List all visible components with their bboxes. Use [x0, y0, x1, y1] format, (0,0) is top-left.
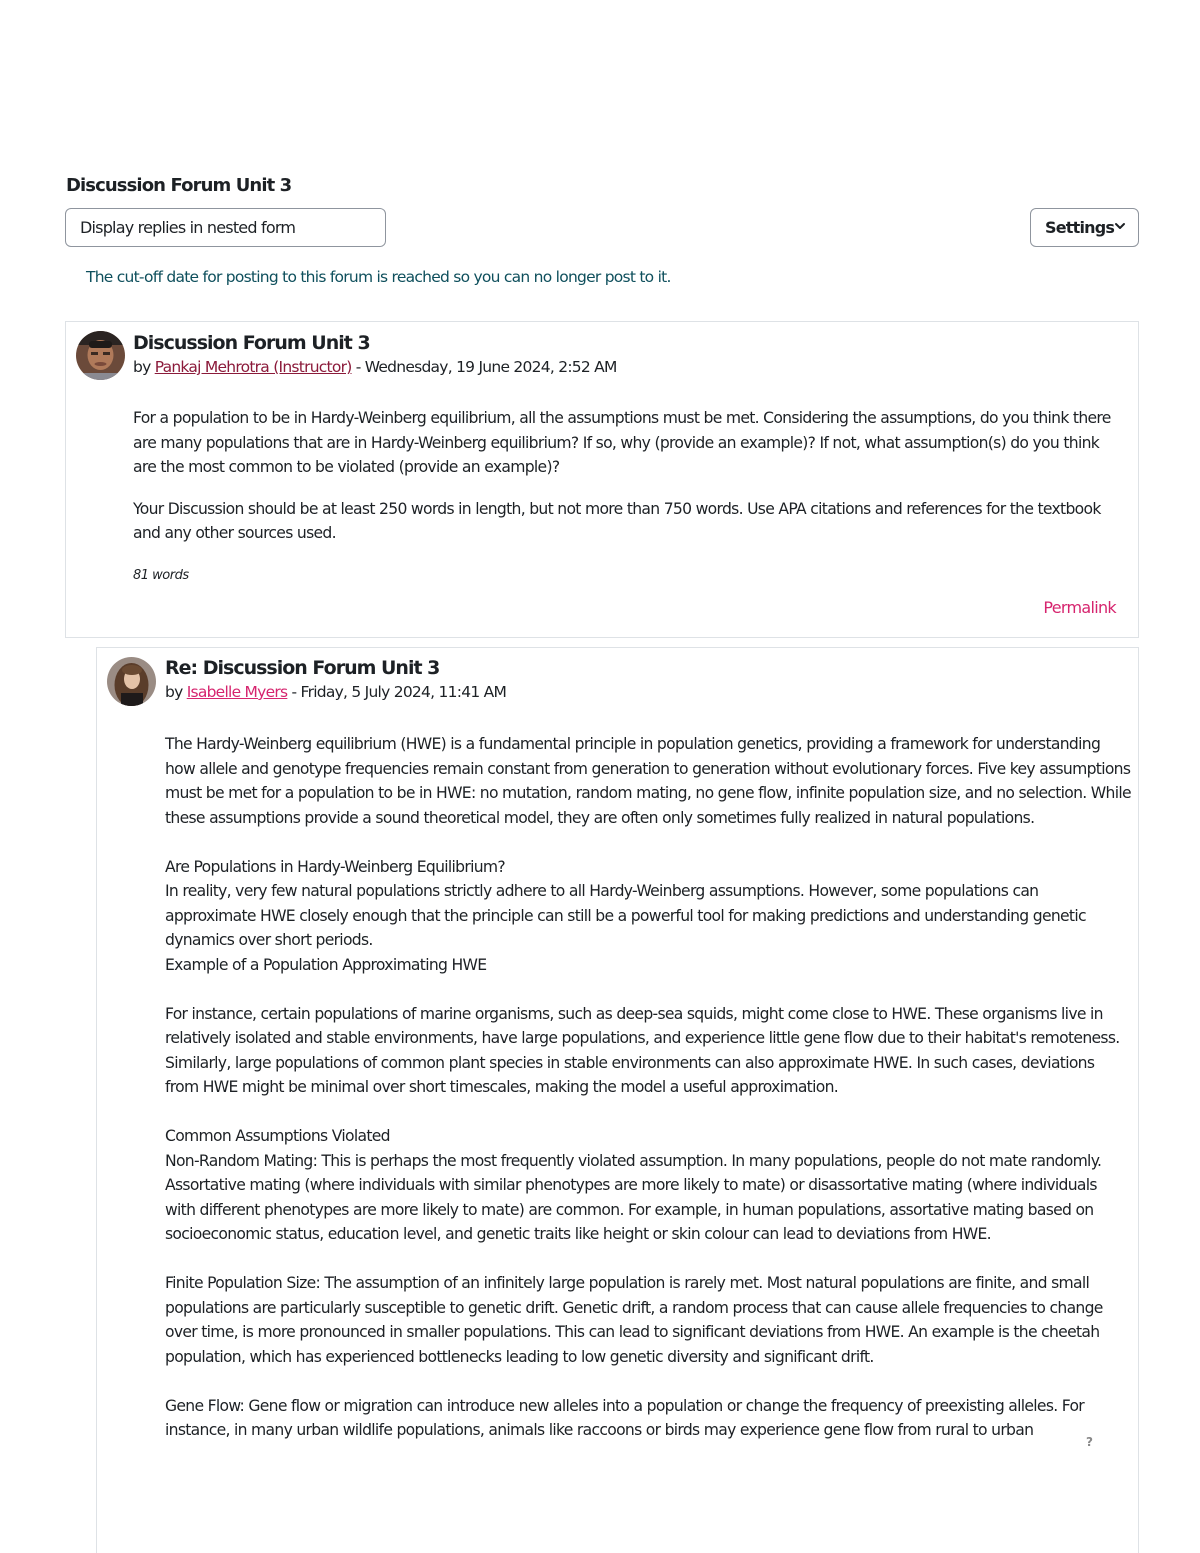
spacer — [165, 977, 1131, 1002]
paragraph: Example of a Population Approximating HWE — [165, 955, 487, 974]
settings-label: Settings — [1045, 218, 1115, 237]
paragraph: Are Populations in Hardy-Weinberg Equilibrium? — [165, 857, 505, 876]
word-count: 81 words — [133, 568, 189, 583]
cutoff-notice: The cut-off date for posting to this forum is reached so you can no longer post to it. — [86, 268, 671, 286]
paragraph: Gene Flow: Gene flow or migration can introduce new alleles into a population or change the frequency of preexisting alleles. For instance, in many urban wildlife populations, animals like raccoons or birds may experience gene flow from rural to urban — [165, 1396, 1085, 1439]
post-subject: Re: Discussion Forum Unit 3 — [165, 657, 440, 679]
paragraph: Common Assumptions Violated — [165, 1127, 390, 1145]
paragraph: Finite Population Size: The assumption of an infinitely large population is rarely met. Most natural populations are finite, and small populations are particularly susceptible to genetic drift. Genetic drift, a random process that can cause allele frequencies to change over time, is more pronounced in smaller populations. This can lead to significant deviations from HWE. An example is the cheetah population, which has experienced bottlenecks leading to low genetic diversity and significant drift. — [165, 1274, 1103, 1366]
chevron-down-icon — [1113, 219, 1127, 233]
paragraph: The Hardy-Weinberg equilibrium (HWE) is a fundamental principle in population genetics, providing a framework for understanding how allele and genotype frequencies remain constant from generation to generation without evolutionary forces. Five key assumptions must be met for a population to be in HWE: no mutation, random mating, no gene flow, infinite population size, and no selection. While these assumptions provide a sound theoretical model, they are often only sometimes fully realized in natural populations. — [165, 735, 1131, 827]
author-link[interactable]: Isabelle Myers — [186, 683, 288, 701]
spacer — [165, 1100, 1131, 1125]
permalink-link[interactable]: Permalink — [1043, 598, 1116, 617]
post-date: - Wednesday, 19 June 2024, 2:52 AM — [351, 358, 617, 376]
author-link[interactable]: Pankaj Mehrotra (Instructor) — [154, 358, 352, 376]
paragraph: Non-Random Mating: This is perhaps the most frequently violated assumption. In many populations, people do not mate randomly. Assortative mating (where individuals with similar phenotypes are more likely to mate) or disassortative mating (where individuals with different phenotypes are more likely to mate) are common. For example, in human populations, assortative mating based on socioeconomic status, education level, and genetic traits like height or skin colour can lead to deviations from HWE. — [165, 1151, 1102, 1243]
paragraph: For a population to be in Hardy-Weinberg equilibrium, all the assumptions must be met. Considering the assumptions, do you think there are many populations that are in Hardy-Weinberg equilibrium? If so, why (provide an example)? If not, what assumption(s) do you think are the most common to be violated (provide an example)? — [133, 409, 1111, 476]
display-mode-select[interactable]: Display replies in nested form — [65, 208, 386, 247]
paragraph: For instance, certain populations of marine organisms, such as deep-sea squids, might come close to HWE. These organisms live in relatively isolated and stable environments, have large populations, and experience little gene flow due to their habitat's remoteness. Similarly, large populations of common plant species in stable environments can also approximate HWE. In such cases, deviations from HWE might be minimal over short timescales, making the model a useful approximation. — [165, 1004, 1120, 1096]
page-title: Discussion Forum Unit 3 — [66, 175, 292, 196]
paragraph: In reality, very few natural populations strictly adhere to all Hardy-Weinberg assumptions. However, some populations can approximate HWE closely enough that the principle can still be a powerful tool for making predictions and understanding genetic dynamics over short periods. — [165, 882, 1086, 949]
post-byline — [133, 358, 617, 376]
help-icon[interactable]: ? — [1086, 1435, 1093, 1449]
post-byline — [165, 683, 506, 701]
post-subject: Discussion Forum Unit 3 — [133, 332, 370, 354]
spacer — [165, 830, 1131, 855]
by-label: by — [165, 683, 183, 701]
post-content — [165, 732, 1131, 1443]
forum-post — [65, 321, 1139, 638]
spacer — [165, 1369, 1131, 1394]
post-content — [133, 406, 1123, 563]
by-label: by — [133, 358, 151, 376]
avatar[interactable] — [76, 331, 125, 380]
settings-button[interactable] — [1030, 208, 1139, 247]
post-date: - Friday, 5 July 2024, 11:41 AM — [287, 683, 507, 701]
forum-reply — [96, 647, 1139, 1553]
spacer — [165, 1247, 1131, 1272]
avatar[interactable] — [107, 657, 156, 706]
paragraph: Your Discussion should be at least 250 words in length, but not more than 750 words. Use APA citations and references for the textbook and any other sources used. — [133, 499, 1101, 542]
